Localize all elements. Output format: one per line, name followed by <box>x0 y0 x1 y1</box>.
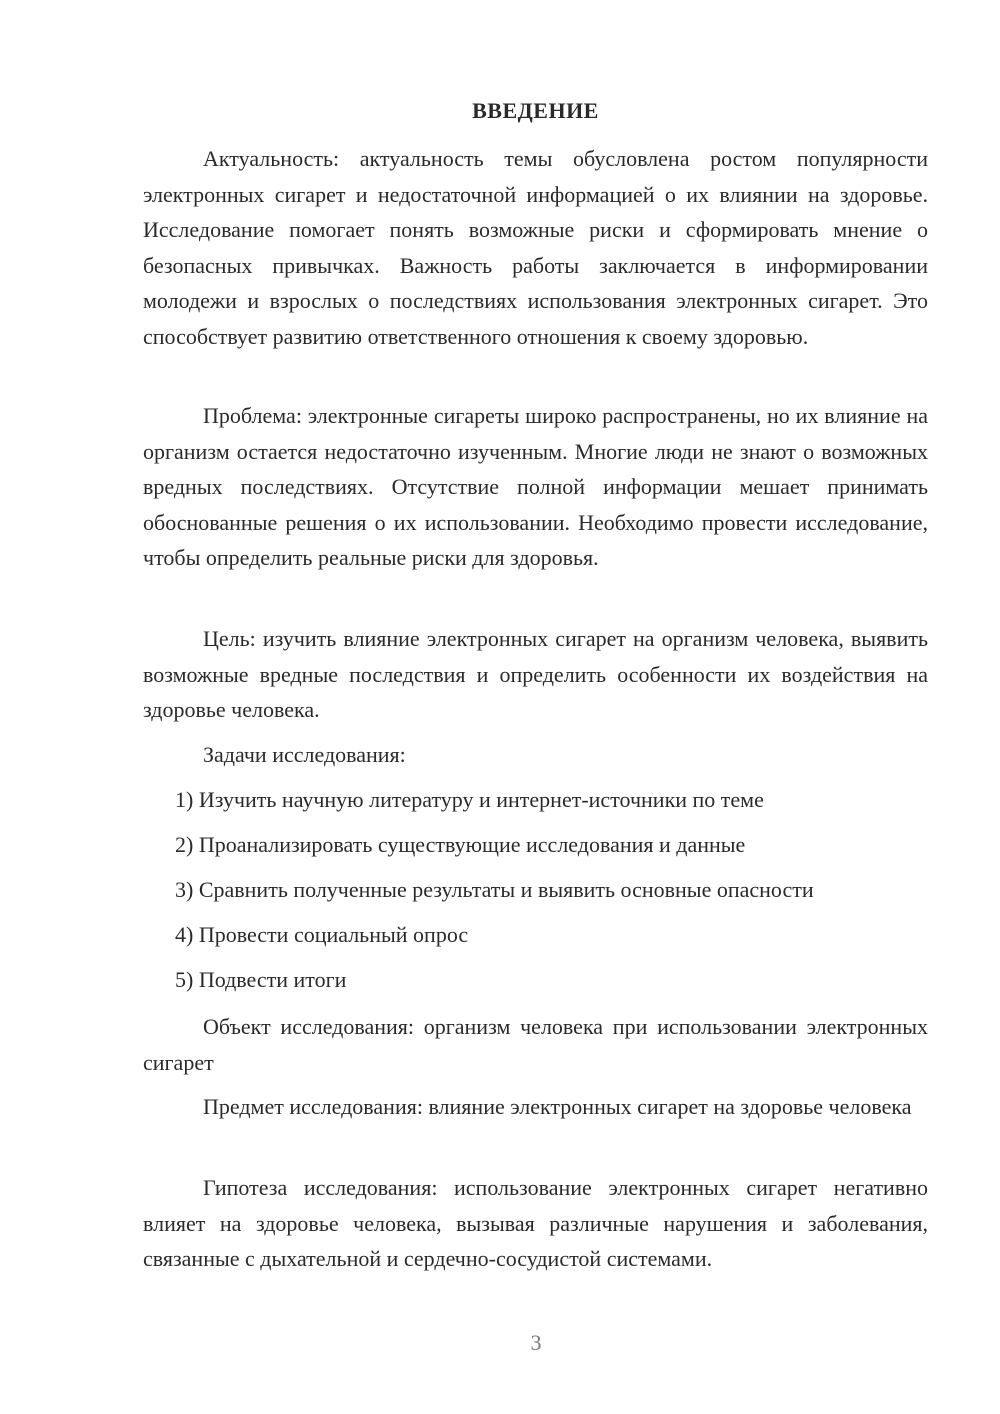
task-item-3: 3) Сравнить полученные результаты и выявить основные опасности <box>175 877 814 902</box>
task-item-1: 1) Изучить научную литературу и интернет-источники по теме <box>175 787 764 812</box>
tasks-heading: Задачи исследования: <box>203 742 406 767</box>
paragraph-goal: Цель: изучить влияние электронных сигарет на организм человека, выявить возможные вредные последствия и определить особенности их воздействия на здоровье человека. <box>143 626 928 722</box>
task-item-5: 5) Подвести итоги <box>175 967 347 992</box>
paragraph-relevance: Актуальность: актуальность темы обусловлена ростом популярности электронных сигарет и недостаточной информацией о их влиянии на здоровье. Исследование помогает понять возможные риски и сформировать мнение о безопасных привычках. Важность работы заключается в информировании молодежи и взрослых о последствиях использования электронных сигарет. Это способствует развитию ответственного отношения к своему здоровью. <box>143 146 928 349</box>
task-item-2: 2) Проанализировать существующие исследования и данные <box>175 832 746 857</box>
document-title: ВВЕДЕНИЕ <box>472 98 599 123</box>
paragraph-problem: Проблема: электронные сигареты широко распространены, но их влияние на организм остается недостаточно изученным. Многие люди не знают о возможных вредных последствиях. Отсутствие полной информации мешает принимать обоснованные решения о их использовании. Необходимо провести исследование, чтобы определить реальные риски для здоровья. <box>143 403 928 570</box>
task-item-4: 4) Провести социальный опрос <box>175 922 469 947</box>
paragraph-object: Объект исследования: организм человека при использовании электронных сигарет <box>143 1014 928 1075</box>
page-number: 3 <box>530 1330 542 1355</box>
paragraph-subject: Предмет исследования: влияние электронных сигарет на здоровье человека <box>203 1094 912 1119</box>
paragraph-hypothesis: Гипотеза исследования: использование электронных сигарет негативно влияет на здоровье человека, вызывая различные нарушения и заболевания, связанные с дыхательной и сердечно-сосудистой системами. <box>143 1175 928 1271</box>
